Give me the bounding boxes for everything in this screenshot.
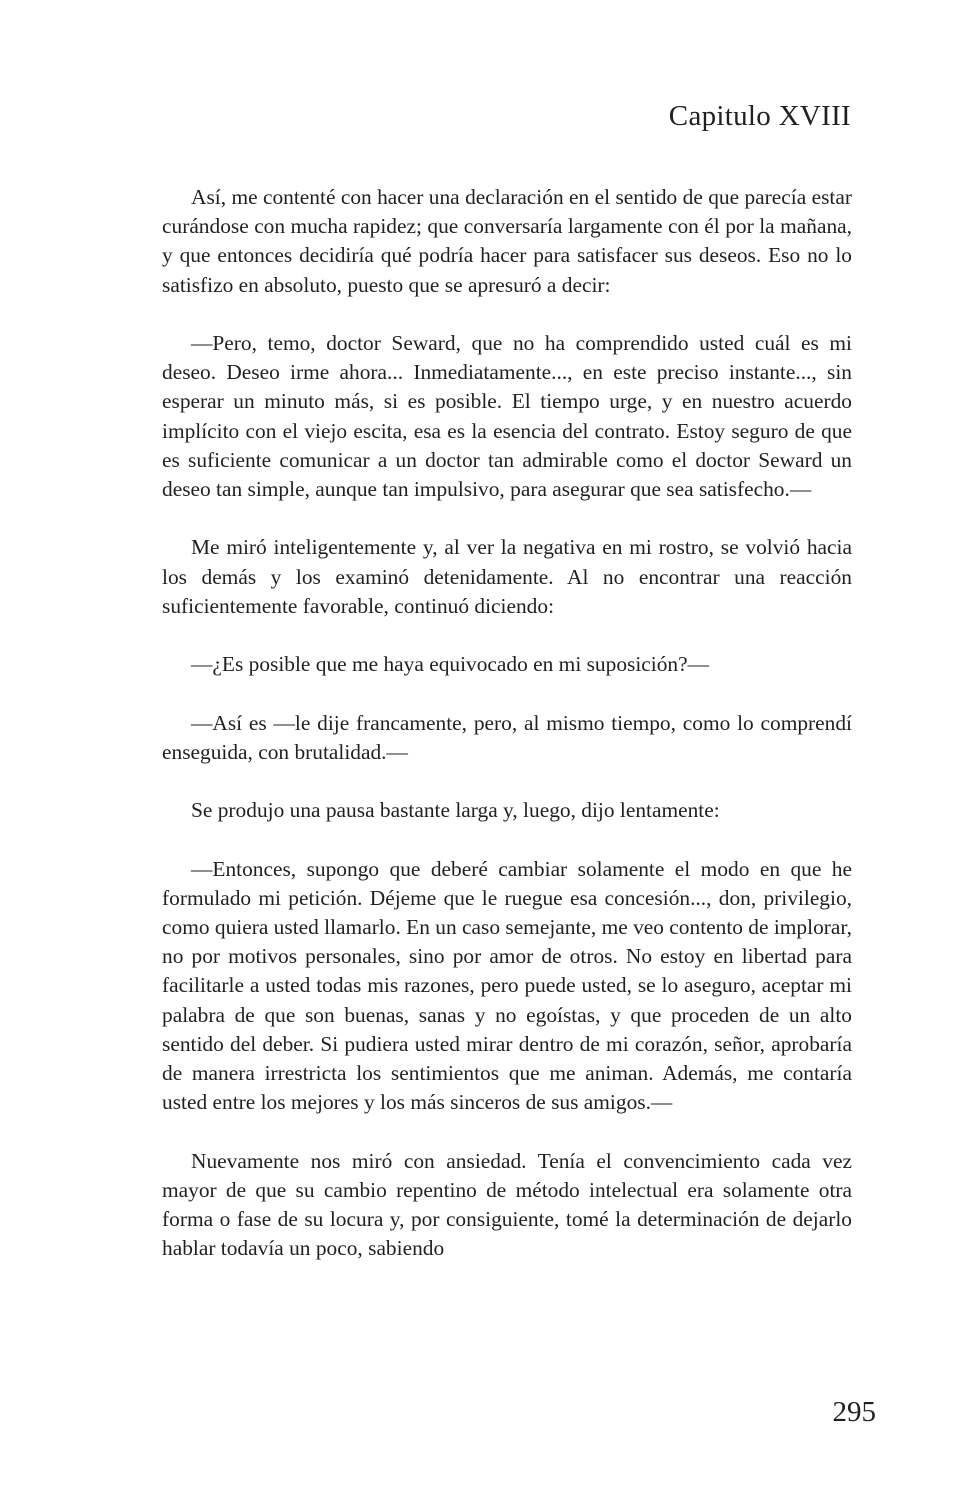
- paragraph: —Entonces, supongo que deberé cambiar solamente el modo en que he formulado mi petición. Déjeme que le ruegue esa concesión..., don, privilegio, como quiera usted llamarlo. En un caso semejante, me veo contento de implorar, no por motivos personales, sino por amor de otros. No estoy en libertad para facilitarle a usted todas mis razones, pero puede usted, se lo aseguro, aceptar mi palabra de que son buenas, sanas y no egoístas, y que proceden de un alto sentido del deber. Si pudiera usted mirar dentro de mi corazón, señor, aprobaría de manera irrestricta los sentimientos que me animan. Además, me contaría usted entre los mejores y los más sinceros de sus amigos.—: [162, 856, 852, 1115]
- chapter-title: Capitulo XVIII: [668, 100, 851, 132]
- body-text: [162, 183, 852, 1263]
- page-number: 295: [832, 1396, 876, 1428]
- paragraph: Se produjo una pausa bastante larga y, luego, dijo lentamente:: [191, 798, 720, 823]
- paragraph: Me miró inteligentemente y, al ver la negativa en mi rostro, se volvió hacia los demás y los examinó detenidamente. Al no encontrar una reacción suficientemente favorable, continuó diciendo:: [162, 535, 852, 618]
- paragraph: Nuevamente nos miró con ansiedad. Tenía el convencimiento cada vez mayor de que su cambio repentino de método intelectual era solamente otra forma o fase de su locura y, por consiguiente, tomé la determinación de dejarlo hablar todavía un poco, sabiendo: [162, 1148, 852, 1261]
- paragraph: —Así es —le dije francamente, pero, al mismo tiempo, como lo comprendí enseguida, con brutalidad.—: [162, 710, 852, 764]
- paragraph: —¿Es posible que me haya equivocado en mi suposición?—: [191, 652, 710, 677]
- paragraph: —Pero, temo, doctor Seward, que no ha comprendido usted cuál es mi deseo. Deseo irme ahora... Inmediatamente..., en este preciso instante..., sin esperar un minuto más, si es posible. El tiempo urge, y en nuestro acuerdo implícito con el viejo escita, esa es la esencia del contrato. Estoy seguro de que es suficiente comunicar a un doctor tan admirable como el doctor Seward un deseo tan simple, aunque tan impulsivo, para asegurar que sea satisfecho.—: [162, 331, 852, 502]
- paragraph: Así, me contenté con hacer una declaración en el sentido de que parecía estar curándose con mucha rapidez; que conversaría largamente con él por la mañana, y que entonces decidiría qué podría hacer para satisfacer sus deseos. Eso no lo satisfizo en absoluto, puesto que se apresuró a decir:: [162, 185, 852, 297]
